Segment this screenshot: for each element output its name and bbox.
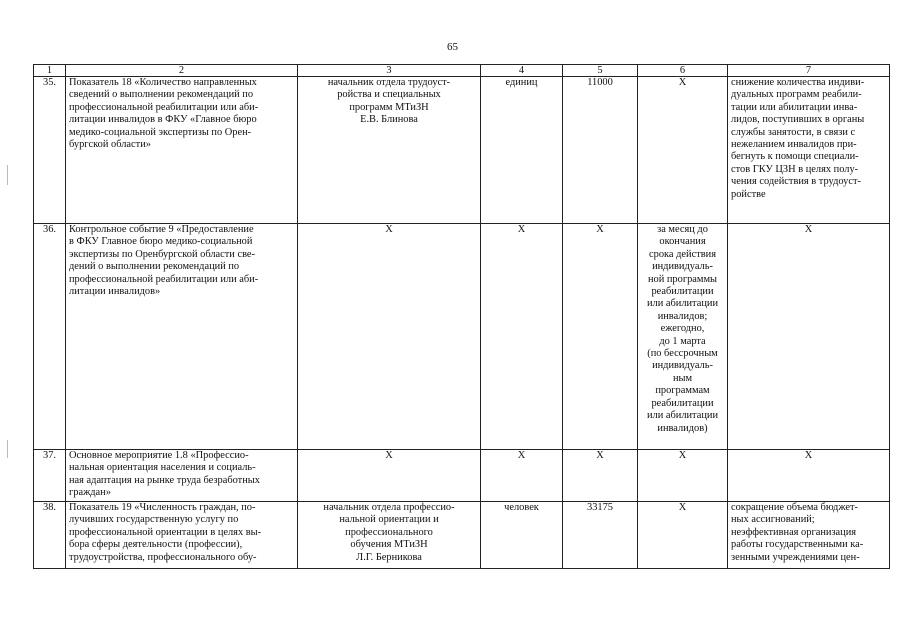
page-number: 65: [447, 41, 458, 53]
scan-artifact-line: [7, 165, 8, 185]
header-col-3: 3: [298, 65, 481, 77]
row-number: 36.: [34, 224, 66, 450]
row-risk: сокращение объема бюджет- ных ассигнований; неэффективная организация работы государственными ка- зенными учреждениями цен-: [728, 502, 890, 569]
row-unit: Х: [481, 224, 563, 450]
scan-artifact-line: [7, 440, 8, 458]
row-value: Х: [563, 224, 638, 450]
row-name: Основное мероприятие 1.8 «Профессио- нальная ориентация населения и социаль- ная адаптация на рынке труда безработных граждан»: [66, 450, 298, 502]
row-number: 37.: [34, 450, 66, 502]
header-col-6: 6: [638, 65, 728, 77]
row-value: Х: [563, 450, 638, 502]
row-value: 11000: [563, 77, 638, 224]
row-name: Контрольное событие 9 «Предоставление в ФКУ Главное бюро медико-социальной экспертизы по Оренбургской области све- дений о выполнении рекомендаций по профессиональной реабилитации или аби- литации инвалидов»: [66, 224, 298, 450]
row-risk: Х: [728, 450, 890, 502]
row-value: 33175: [563, 502, 638, 569]
row-number: 38.: [34, 502, 66, 569]
row-deadline: Х: [638, 502, 728, 569]
row-responsible: начальник отдела профессио- нальной ориентации и профессионального обучения МТиЗН Л.Г. Берникова: [298, 502, 481, 569]
row-responsible: начальник отдела трудоуст- ройства и специальных программ МТиЗН Е.В. Блинова: [298, 77, 481, 224]
table-row: [34, 224, 890, 450]
table-row: [34, 502, 890, 569]
header-col-7: 7: [728, 65, 890, 77]
row-risk: Х: [728, 224, 890, 450]
table-row: [34, 77, 890, 224]
header-col-4: 4: [481, 65, 563, 77]
row-deadline: Х: [638, 450, 728, 502]
header-col-2: 2: [66, 65, 298, 77]
row-name: Показатель 19 «Численность граждан, по- лучивших государственную услугу по профессиональной ориентации в целях вы- бора сферы деятельности (профессии), трудоустройства, профессионального обу-: [66, 502, 298, 569]
header-col-1: 1: [34, 65, 66, 77]
row-responsible: Х: [298, 450, 481, 502]
row-number: 35.: [34, 77, 66, 224]
row-unit: человек: [481, 502, 563, 569]
header-row: [34, 65, 890, 77]
row-name: Показатель 18 «Количество направленных сведений о выполнении рекомендаций по профессиональной реабилитации или аби- литации инвалидов в ФКУ «Главное бюро медико-социальной экспертизы по Орен- бургской области»: [66, 77, 298, 224]
header-col-5: 5: [563, 65, 638, 77]
row-deadline: за месяц до окончания срока действия индивидуаль- ной программы реабилитации или абилитации инвалидов; ежегодно, до 1 марта (по бессрочным индивидуаль- ным программам реабилитации или абилитации инвалидов): [638, 224, 728, 450]
row-deadline: Х: [638, 77, 728, 224]
table-row: [34, 450, 890, 502]
row-unit: единиц: [481, 77, 563, 224]
program-table: [33, 64, 890, 569]
row-unit: Х: [481, 450, 563, 502]
row-risk: снижение количества индиви- дуальных программ реабили- тации или абилитации инва- лидов, поступивших в органы службы занятости, в связи с нежеланием инвалидов при- бегнуть к помощи специали- стов ГКУ ЦЗН в целях полу- чения содействия в трудоуст- ройстве: [728, 77, 890, 224]
row-responsible: Х: [298, 224, 481, 450]
